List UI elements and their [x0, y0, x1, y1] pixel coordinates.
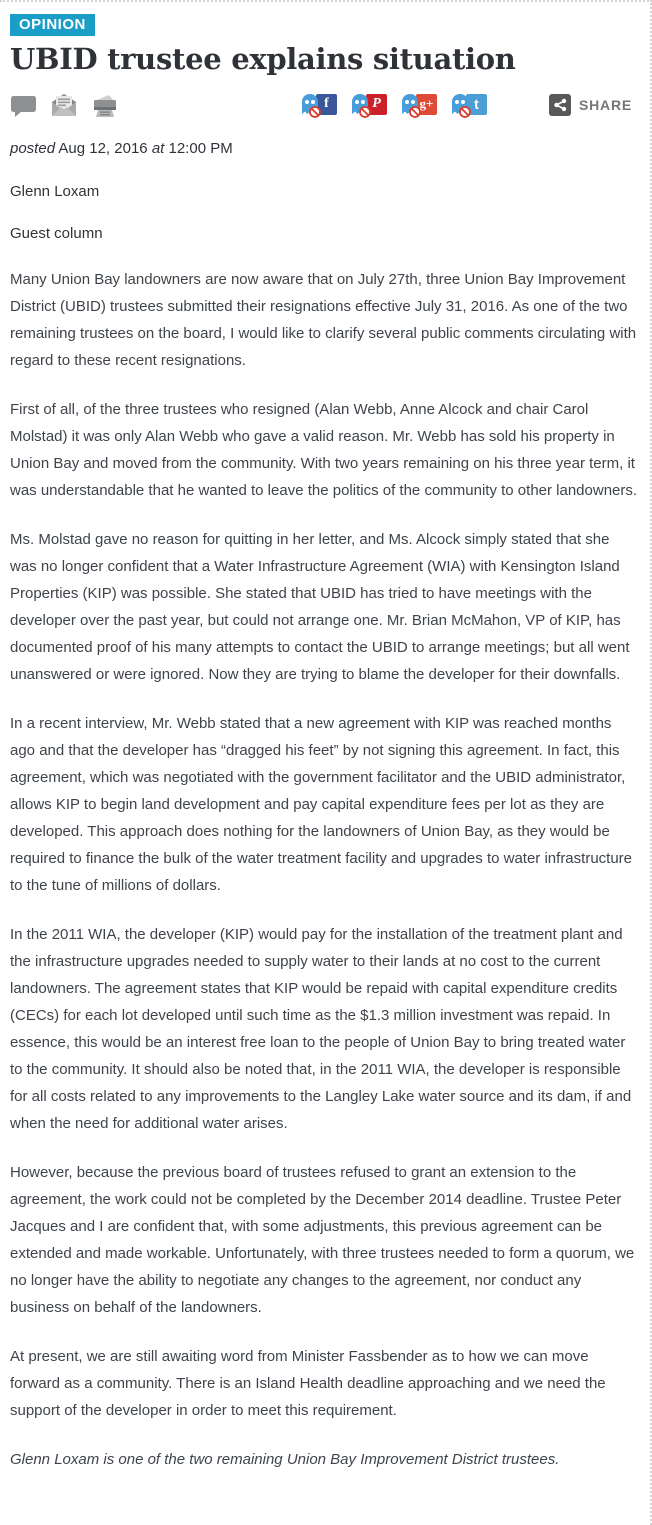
facebook-icon: f	[316, 94, 337, 115]
category-badge[interactable]: OPINION	[10, 14, 95, 36]
posted-line	[10, 138, 638, 161]
blocked-icon	[359, 106, 371, 118]
posted-date: Aug 12, 2016	[58, 140, 148, 158]
column-type: Guest column	[10, 225, 103, 243]
article-meta	[10, 138, 638, 246]
posted-prefix: posted	[10, 140, 56, 158]
author-name: Glenn Loxam	[10, 182, 100, 200]
page-title: UBID trustee explains situation	[10, 42, 516, 76]
paragraph: Ms. Molstad gave no reason for quitting in her letter, and Ms. Alcock simply stated that she was no longer confident that a Water Infrastructure Agreement (WIA) with Kensington Island Properties (KIP) was possible. She stated that UBID has tried to have meetings with the developer over the past year, but could not arrange one. Mr. Brian McMahon, VP of KIP, has documented proof of his many attempts to contact the UBID to arrange meetings; but all went unanswered or were ignored. Now they are trying to blame the developer for their downfalls.	[10, 530, 630, 683]
paragraph: First of all, of the three trustees who resigned (Alan Webb, Anne Alcock and chair Carol Molstad) it was only Alan Webb who gave a valid reason. Mr. Webb has sold his property in Union Bay and moved from the community. With two years remaining on his three year term, it was understandable that he wanted to leave the politics of the community to other landowners.	[10, 400, 638, 499]
googleplus-share-button[interactable]	[400, 93, 437, 118]
blocked-icon	[309, 106, 321, 118]
facebook-share-button[interactable]	[300, 93, 337, 118]
share-label: SHARE	[578, 97, 632, 114]
posted-at: at	[151, 140, 165, 158]
blocked-icon	[459, 106, 471, 118]
pinterest-share-button[interactable]	[350, 93, 387, 118]
paragraph: In a recent interview, Mr. Webb stated that a new agreement with KIP was reached months ago and that the developer has “dragged his feet” by not signing this agreement. In fact, this agreement, which was negotiated with the government facilitator and the UBID administrator, allows KIP to begin land development and pay capital expenditure fees per lot as they are developed. This approach does nothing for the landowners of Union Bay, as they would be required to finance the bulk of the water treatment facility and upgrades to water infrastructure to the tune of millions of dollars.	[10, 714, 633, 894]
article-toolbar	[10, 88, 638, 122]
pinterest-icon: P	[366, 94, 387, 115]
author-footnote: Glenn Loxam is one of the two remaining Union Bay Improvement District trustees.	[10, 1450, 560, 1468]
email-icon[interactable]	[50, 92, 78, 118]
share-button[interactable]	[549, 94, 632, 116]
social-share-group	[300, 93, 487, 118]
print-icon[interactable]	[91, 92, 119, 118]
article-body	[10, 266, 638, 1473]
googleplus-icon: g+	[416, 94, 437, 115]
paragraph: However, because the previous board of trustees refused to grant an extension to the agreement, the work could not be completed by the December 2014 deadline. Trustee Peter Jacques and I are confident that, with some adjustments, this previous agreement can be extended and made workable. Unfortunately, with three trustees needed to form a quorum, we no longer have the ability to negotiate any changes to the agreement, nor conduct any business on behalf of the landowners.	[10, 1163, 635, 1316]
paragraph: Many Union Bay landowners are now aware that on July 27th, three Union Bay Improvement District (UBID) trustees submitted their resignations effective July 31, 2016. As one of the two remaining trustees on the board, I would like to clarify several public comments circulating with regard to these recent resignations.	[10, 270, 637, 369]
posted-time: 12:00 PM	[168, 140, 233, 158]
doc-actions	[10, 92, 119, 118]
blocked-icon	[409, 106, 421, 118]
share-nodes-icon	[549, 94, 571, 116]
twitter-share-button[interactable]	[450, 93, 487, 118]
comment-icon[interactable]	[10, 92, 37, 118]
paragraph: In the 2011 WIA, the developer (KIP) would pay for the installation of the treatment plant and the infrastructure upgrades needed to supply water to their lands at no cost to the current landowners. The agreement states that KIP would be repaid with capital expenditure credits (CECs) for each lot developed until such time as the $1.3 million investment was repaid. In essence, this would be an interest free loan to the people of Union Bay to bring treated water to the community. It should also be noted that, in the 2011 WIA, the developer is responsible for all costs related to any improvements to the Langley Lake water source and its dam, if and when the need for additional water arises.	[10, 925, 632, 1132]
paragraph: At present, we are still awaiting word from Minister Fassbender as to how we can move forward as a community. There is an Island Health deadline approaching and we need the support of the developer in order to meet this requirement.	[10, 1347, 606, 1419]
twitter-icon: t	[466, 94, 487, 115]
